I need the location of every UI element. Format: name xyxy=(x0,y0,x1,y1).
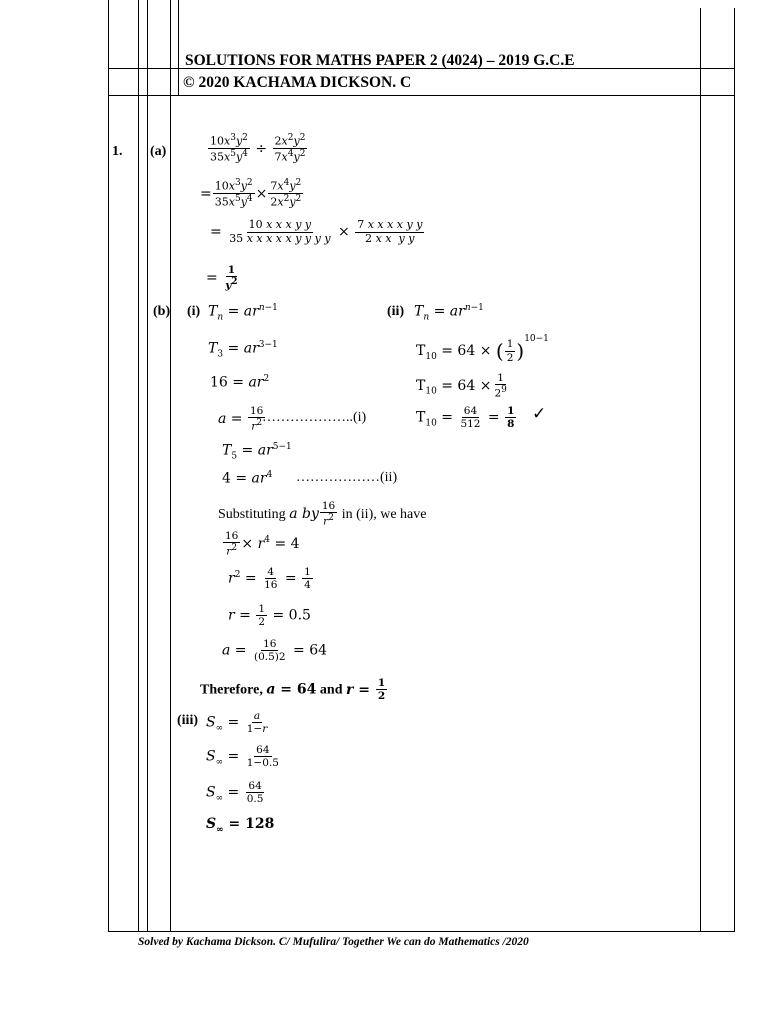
part-b-label: (b) xyxy=(153,304,171,319)
question-number: 1. xyxy=(112,144,123,159)
frame-right-inner-line xyxy=(700,8,701,932)
sub-iii-label: (iii) xyxy=(177,713,198,728)
check-mark: ✓ xyxy=(532,404,547,424)
expr-a-line3: = $\frac{\text{10 x x x y y}}{\text{35 x x x x x y y y y}}$ × $\frac{\text{7 x x x x y y}}{\text{2 x x y y}}$ xyxy=(210,218,423,245)
page-title: SOLUTIONS FOR MATHS PAPER 2 (4024) – 2019 G.C.E xyxy=(185,52,575,69)
formula-tn-i: $T_n = ar^{n-1}$ xyxy=(208,303,278,323)
substituting-line: Substituting a by $\frac{16}{r^2}$ in (ii), we have xyxy=(218,500,427,528)
frame-col4-line xyxy=(178,0,179,95)
t3-eq: $16 = ar^2$ xyxy=(210,374,270,391)
sub-ii-label: (ii) xyxy=(387,304,405,319)
t10-line3: $T_{10}$ = $\frac{64}{512}$ = $\frac{1}{8}$ xyxy=(416,405,515,431)
therefore-line: Therefore, a = 64 and r = $\frac{1}{2}$ xyxy=(200,677,386,703)
eq-label-i: ………………..(i) xyxy=(262,410,367,425)
expr-a-line1: $\frac{10x^3y^2}{35x^5y^4}$ ÷ $\frac{2x^2y^2}{7x^4y^2}$ xyxy=(210,133,306,164)
expr-a-line2: = $\frac{10x^3y^2}{35x^5y^4}$ × $\frac{7x^4y^2}{2x^2y^2}$ xyxy=(200,178,302,209)
t3-line: $T_3 = ar^{3-1}$ xyxy=(208,340,278,360)
t10-line1: $T_{10} = 64$ × ( $\frac{1}{2}$ )$^{10-1}$ xyxy=(416,334,549,364)
eq-label-ii: ………………(ii) xyxy=(296,470,398,485)
substituting-suffix: in (ii), we have xyxy=(341,506,427,522)
frame-col2-line-a xyxy=(147,0,148,932)
frame-left-line xyxy=(108,0,109,932)
frame-right-outer-line xyxy=(734,8,735,932)
a-eq: a = $\frac{16}{(0.5)2}$ = 64 xyxy=(222,638,328,664)
frame-col1-line xyxy=(138,0,139,932)
t10-line2: $T_{10} = 64$ × $\frac{1}{2^9}$ xyxy=(416,372,507,400)
r-eq: r = $\frac{1}{2}$ = 0.5 xyxy=(228,603,311,629)
t5-eq: $4 = ar^4$ xyxy=(222,470,273,487)
frame-col3-line xyxy=(170,0,171,932)
and-word: and xyxy=(319,682,343,698)
expr-a-result: = $\frac{1}{y^2}$ xyxy=(206,264,238,292)
s-inf-result: $S_\infty = 128$ xyxy=(206,816,275,835)
footer-credit: Solved by Kachama Dickson. C/ Mufulira/ Together We can do Mathematics /2020 xyxy=(138,936,529,948)
sub-i-label: (i) xyxy=(187,304,201,319)
therefore-word: Therefore, xyxy=(200,682,263,698)
substituting-prefix: Substituting xyxy=(218,506,286,522)
copyright-line: © 2020 KACHAMA DICKSON. C xyxy=(183,74,412,91)
frame-bottom-rule xyxy=(108,931,735,932)
t5-line: $T_5 = ar^{5-1}$ xyxy=(222,442,292,462)
r2-eq: $r^2$ = $\frac{4}{16}$ = $\frac{1}{4}$ xyxy=(228,566,311,592)
part-a-label: (a) xyxy=(150,144,167,159)
s-inf-simplify: $S_\infty$ = $\frac{64}{0.5}$ xyxy=(206,780,264,806)
formula-tn-ii: $T_n = ar^{n-1}$ xyxy=(414,303,484,323)
a-expr: a = $\frac{16}{r^2}$ xyxy=(218,405,264,433)
s-inf-formula: $S_\infty$ = $\frac{a}{1-r}$ xyxy=(206,710,268,736)
s-inf-sub: $S_\infty$ = $\frac{64}{1-0.5}$ xyxy=(206,744,279,770)
sub-eq: $\frac{16}{r^2}$ × $r^4 = 4$ xyxy=(225,530,300,558)
frame-top-rule-2 xyxy=(108,95,735,96)
